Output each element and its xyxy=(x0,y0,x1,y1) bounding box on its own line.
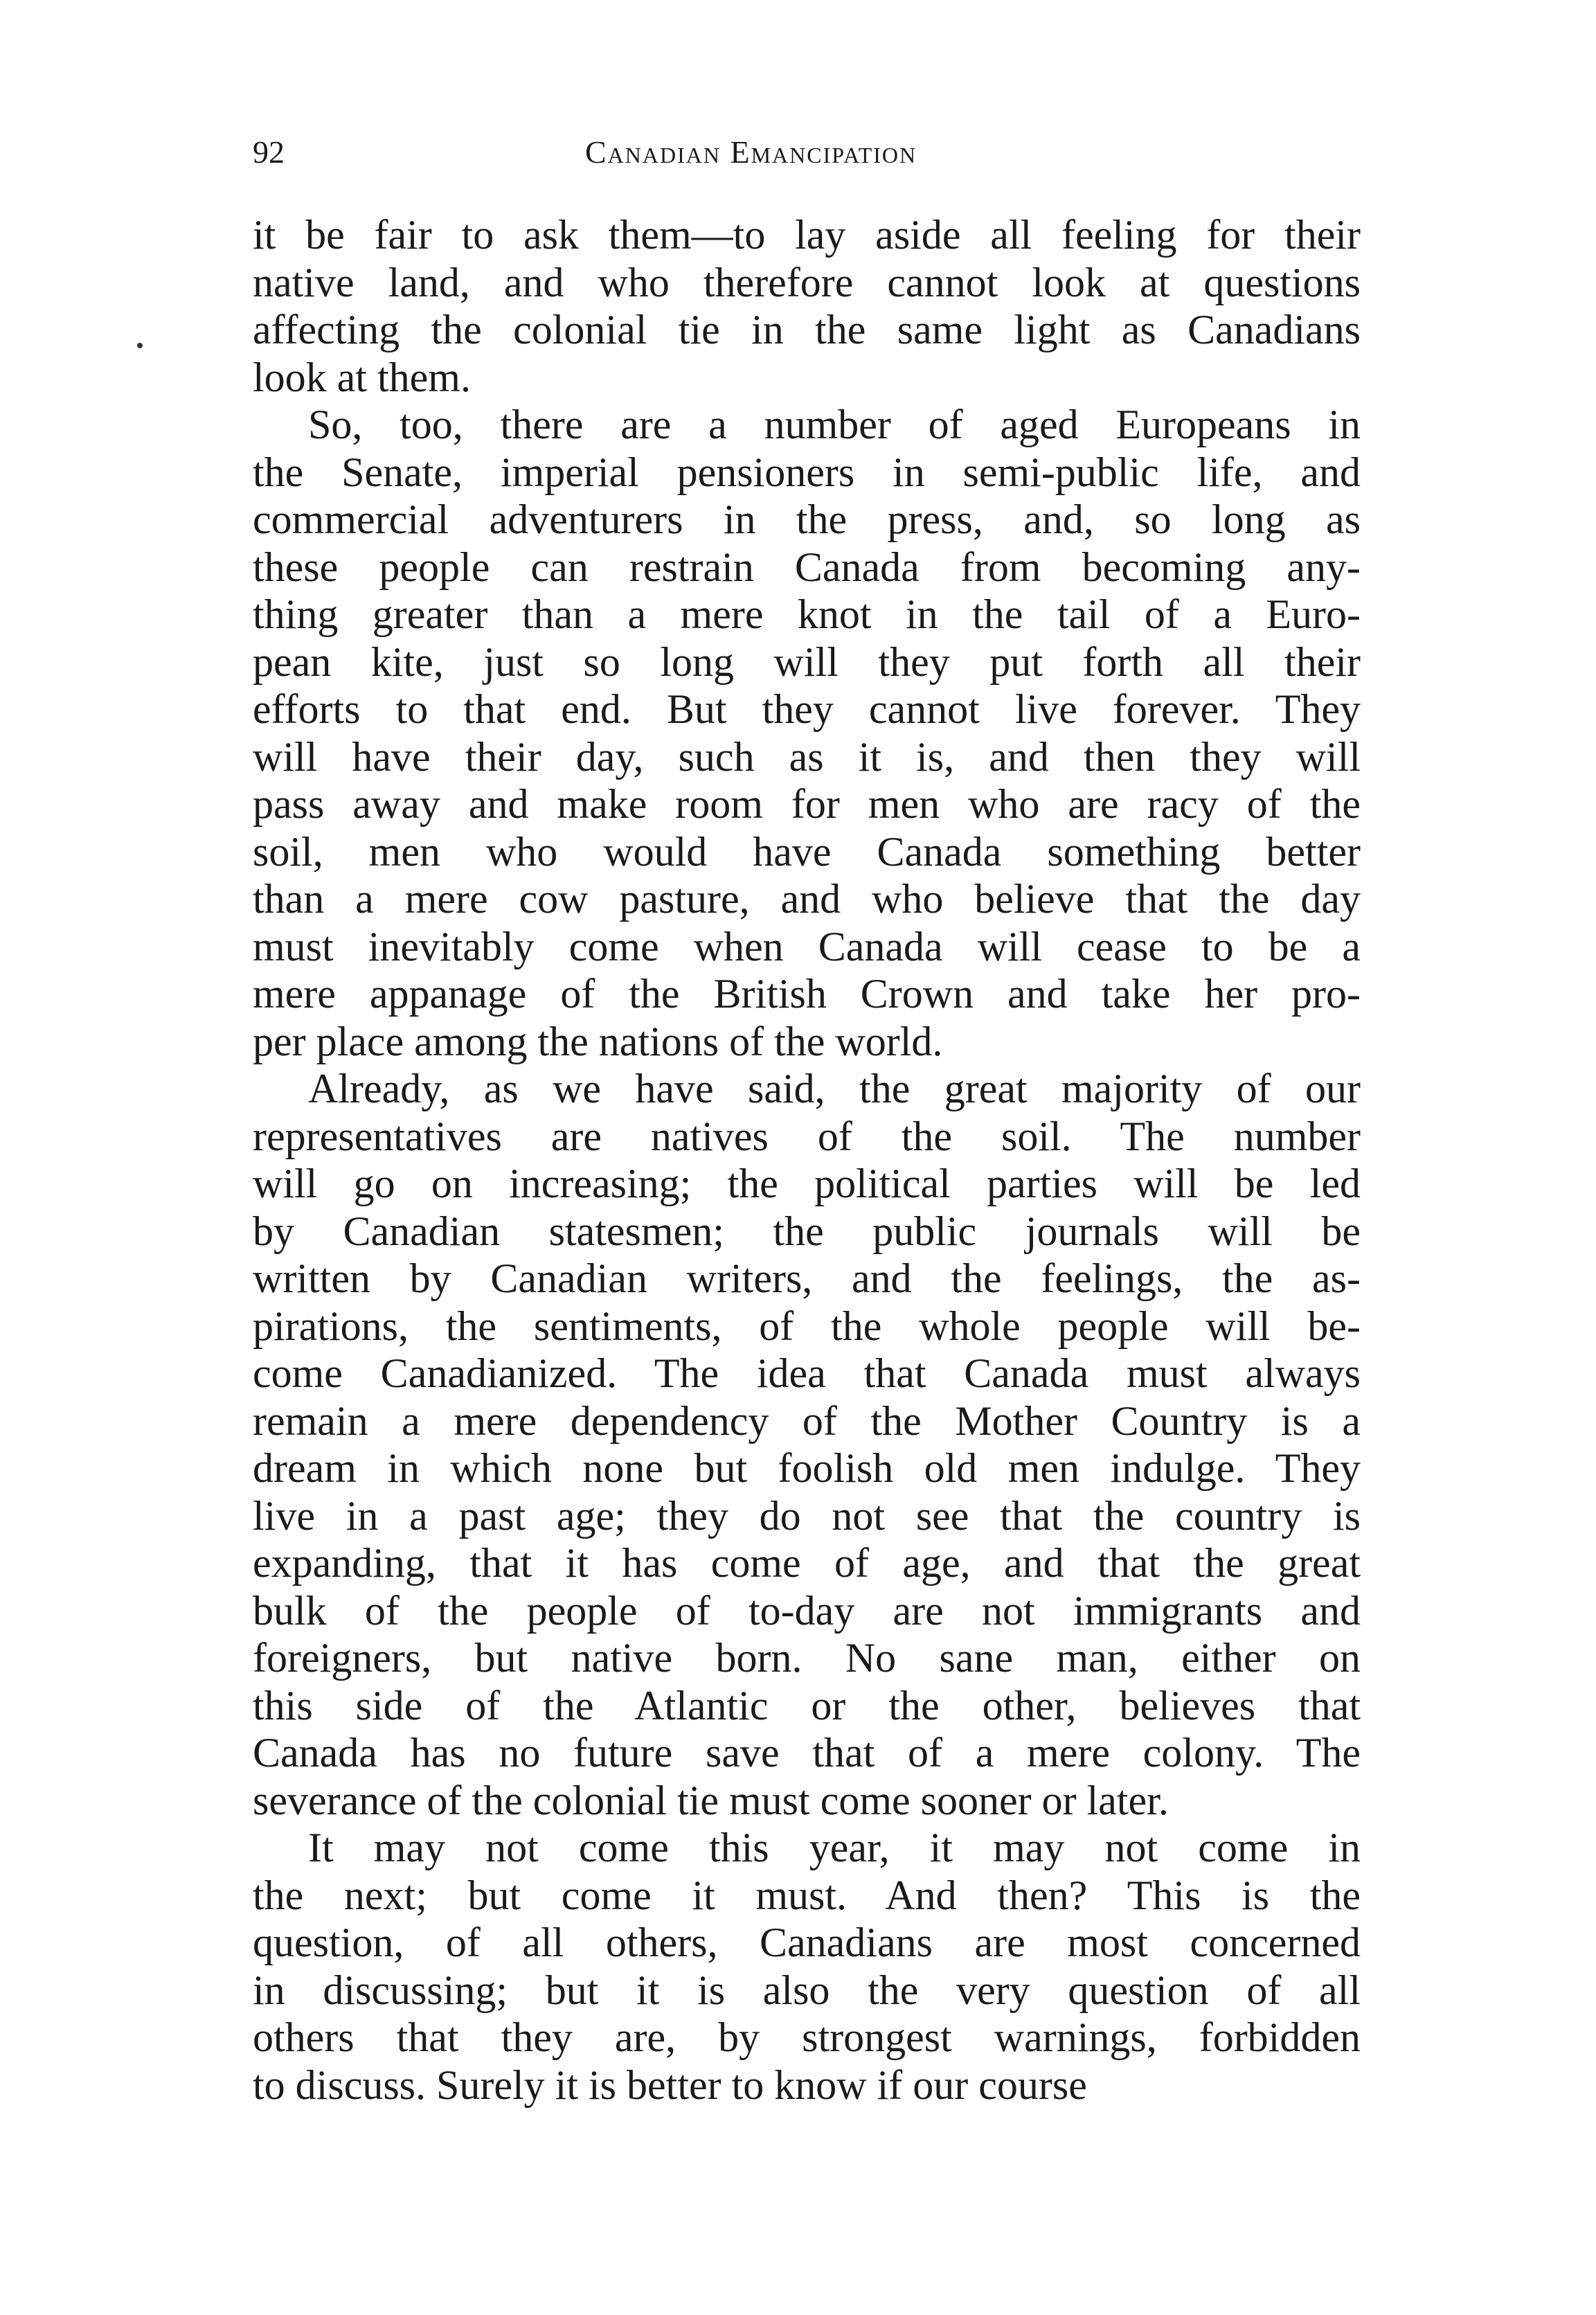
text-line: representatives are natives of the soil. The number xyxy=(253,1113,1361,1159)
text-line: Already, as we have said, the great majority of our xyxy=(308,1066,1361,1111)
text-line: So, too, there are a number of aged Europeans in xyxy=(308,402,1361,447)
text-line: live in a past age; they do not see that the country is xyxy=(253,1492,1361,1539)
text-line: these people can restrain Canada from becoming any- xyxy=(253,544,1361,590)
text-line: must inevitably come when Canada will cease to be a xyxy=(253,923,1361,969)
text-line: by Canadian statesmen; the public journals will be xyxy=(253,1208,1361,1254)
running-head: Canadian Emancipation xyxy=(585,134,917,170)
paragraph xyxy=(253,211,1361,401)
text-line: will have their day, such as it is, and then they will xyxy=(253,733,1361,780)
text-line: look at them. xyxy=(253,354,471,400)
text-line: efforts to that end. But they cannot live forever. They xyxy=(253,686,1361,732)
text-line: native land, and who therefore cannot look at questions xyxy=(253,259,1361,305)
text-line: bulk of the people of to-day are not immigrants and xyxy=(253,1587,1361,1634)
page-number: 92 xyxy=(253,134,285,170)
text-line: it be fair to ask them—to lay aside all feeling for their xyxy=(253,212,1361,258)
text-line: this side of the Atlantic or the other, believes that xyxy=(253,1682,1361,1728)
text-line: commercial adventurers in the press, and, so long as xyxy=(253,497,1361,542)
text-line: affecting the colonial tie in the same light as Canadians xyxy=(253,307,1361,352)
text-line: pirations, the sentiments, of the whole people will be- xyxy=(253,1303,1361,1349)
text-line: others that they are, by strongest warnings, forbidden xyxy=(253,2014,1361,2060)
text-line: than a mere cow pasture, and who believe that the day xyxy=(253,876,1361,922)
text-line: written by Canadian writers, and the feelings, the as- xyxy=(253,1255,1361,1301)
body-text xyxy=(253,211,1361,2109)
text-line: come Canadianized. The idea that Canada must always xyxy=(253,1350,1361,1396)
text-line: the next; but come it must. And then? This is the xyxy=(253,1872,1361,1918)
paragraph xyxy=(253,1824,1361,2109)
text-line: will go on increasing; the political parties will be led xyxy=(253,1161,1361,1206)
text-line: in discussing; but it is also the very question of all xyxy=(253,1967,1361,2013)
text-line: question, of all others, Canadians are most concerned xyxy=(253,1920,1361,1965)
text-line: expanding, that it has come of age, and that the great xyxy=(253,1540,1361,1586)
text-line: mere appanage of the British Crown and take her pro- xyxy=(253,971,1361,1017)
text-line: pass away and make room for men who are racy of the xyxy=(253,781,1361,827)
margin-speck xyxy=(137,343,143,348)
paragraph xyxy=(253,1065,1361,1824)
text-line: dream in which none but foolish old men indulge. They xyxy=(253,1445,1361,1491)
paragraph xyxy=(253,401,1361,1065)
text-line: per place among the nations of the world. xyxy=(253,1018,943,1064)
text-line: the Senate, imperial pensioners in semi-public life, and xyxy=(253,449,1361,495)
text-line: remain a mere dependency of the Mother Country is a xyxy=(253,1397,1361,1444)
text-line: It may not come this year, it may not come in xyxy=(308,1825,1361,1870)
page-header xyxy=(253,132,1361,173)
text-line: to discuss. Surely it is better to know if our course xyxy=(253,2062,1087,2108)
text-line: severance of the colonial tie must come sooner or later. xyxy=(253,1777,1169,1823)
text-line: soil, men who would have Canada something better xyxy=(253,828,1361,875)
text-line: Canada has no future save that of a mere colony. The xyxy=(253,1730,1361,1776)
text-line: foreigners, but native born. No sane man, either on xyxy=(253,1635,1361,1681)
text-line: pean kite, just so long will they put forth all their xyxy=(253,638,1361,685)
text-line: thing greater than a mere knot in the tail of a Euro- xyxy=(253,591,1361,637)
